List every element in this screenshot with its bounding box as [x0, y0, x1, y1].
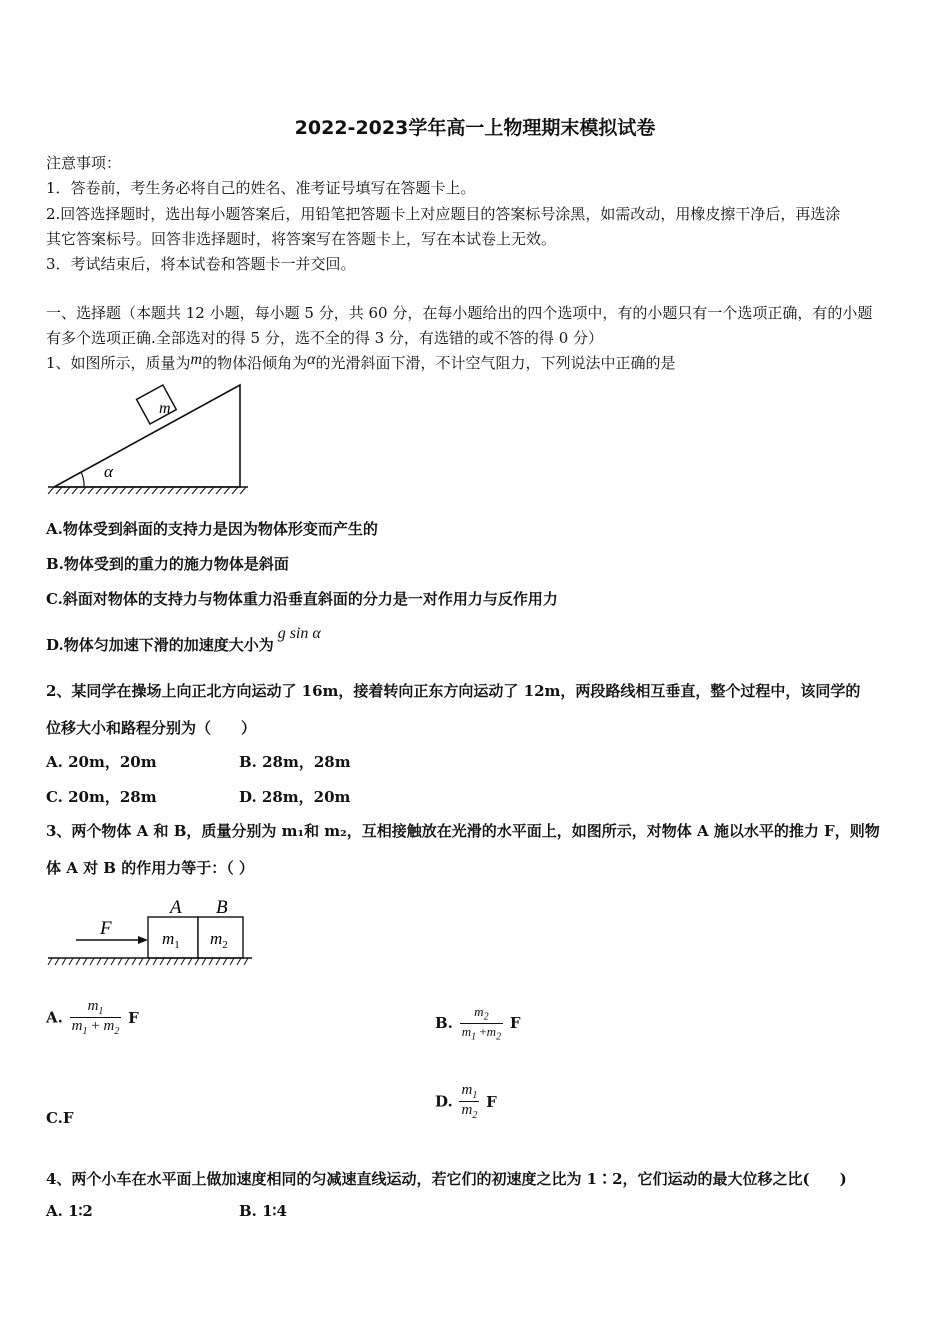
- notice-item-2a: 2.回答选择题时，选出每小题答案后，用铅笔把答题卡上对应题目的答案标号涂黑，如需改动，用橡皮擦干净后，再选涂: [46, 205, 841, 223]
- floor-hatching: [48, 958, 248, 965]
- q2-option-c: C. 20m，28m: [46, 788, 157, 806]
- fraction-d: $\frac{m_1}{m_2}$: [461, 1082, 478, 1121]
- q1-option-a: A.物体受到斜面的支持力是因为物体形变而产生的: [46, 520, 378, 538]
- q2-option-a: A. 20m，20m: [46, 753, 157, 771]
- q4-stem: 4、两个小车在水平面上做加速度相同的匀减速直线运动，若它们的初速度之比为 1∶2，它们运动的最大位移之比( ): [46, 1170, 847, 1188]
- q1-option-d: D.物体匀加速下滑的加速度大小为g sin α: [46, 625, 321, 654]
- force-arrowhead: [138, 936, 148, 944]
- notice-heading: 注意事项：: [46, 154, 122, 172]
- block-a-mass: $m_1$: [162, 929, 180, 951]
- q3-option-c: C.F: [46, 1109, 74, 1127]
- fraction-a: $\frac{m_1}{m_1 + m_2}$: [71, 998, 120, 1037]
- ground-hatching: [48, 487, 246, 494]
- section-instructions-1: 一、选择题（本题共 12 小题，每小题 5 分，共 60 分，在每小题给出的四个选项中，有的小题只有一个选项正确，有的小题: [46, 304, 873, 322]
- formula-g-sin-alpha: g sin α: [277, 625, 321, 642]
- q3-stem-1: 3、两个物体 A 和 B，质量分别为 m₁和 m₂，互相接触放在光滑的水平面上，如图所示，对物体 A 施以水平的推力 F，则物: [46, 822, 880, 840]
- q1-stem: 1、如图所示，质量为m的物体沿倾角为α的光滑斜面下滑，不计空气阻力，下列说法中正确的是: [46, 351, 676, 372]
- q4-option-b: B. 1∶4: [239, 1202, 287, 1220]
- force-label: F: [100, 918, 112, 939]
- angle-arc: [81, 472, 84, 487]
- notice-item-2b: 其它答案标号。回答非选择题时，将答案写在答题卡上，写在本试卷上无效。: [46, 230, 557, 248]
- q3-option-b: B. $\frac{m_2}{m_1 +m_2}$ F: [435, 1004, 521, 1043]
- q1-option-b: B.物体受到的重力的施力物体是斜面: [46, 555, 289, 573]
- block-b-label: B: [216, 897, 228, 918]
- q3-option-a: A. $\frac{m_1}{m_1 + m_2}$ F: [46, 998, 139, 1037]
- q2-stem-2: 位移大小和路程分别为（ ）: [46, 719, 257, 737]
- var-alpha: α: [307, 351, 316, 368]
- q2-option-b: B. 28m，28m: [239, 753, 351, 771]
- fraction-b: $\frac{m_2}{m_1 +m_2}$: [461, 1004, 502, 1043]
- notice-item-1: 1．答卷前，考生务必将自己的姓名、准考证号填写在答题卡上。: [46, 179, 476, 197]
- block-label: m: [159, 400, 171, 417]
- blocks-figure: [44, 890, 258, 972]
- block-b-mass: $m_2$: [210, 929, 228, 951]
- incline-figure: [44, 380, 254, 498]
- page-title: 2022-2023学年高一上物理期末模拟试卷: [294, 117, 656, 139]
- notice-item-3: 3．考试结束后，将本试卷和答题卡一并交回。: [46, 255, 356, 273]
- q4-option-a: A. 1∶2: [46, 1202, 93, 1220]
- q2-stem-1: 2、某同学在操场上向正北方向运动了 16m，接着转向正东方向运动了 12m，两段路线相互垂直，整个过程中，该同学的: [46, 682, 861, 700]
- q3-option-d: D. $\frac{m_1}{m_2}$ F: [435, 1082, 497, 1121]
- section-instructions-2: 有多个选项正确.全部选对的得 5 分，选不全的得 3 分，有选错的或不答的得 0 分）: [46, 329, 604, 347]
- angle-label: α: [104, 462, 113, 481]
- q1-option-c: C.斜面对物体的支持力与物体重力沿垂直斜面的分力是一对作用力与反作用力: [46, 590, 558, 608]
- q2-option-d: D. 28m，20m: [239, 788, 351, 806]
- block-a-label: A: [170, 897, 182, 918]
- var-m: m: [190, 351, 203, 368]
- q3-stem-2: 体 A 对 B 的作用力等于：（ ）: [46, 859, 254, 877]
